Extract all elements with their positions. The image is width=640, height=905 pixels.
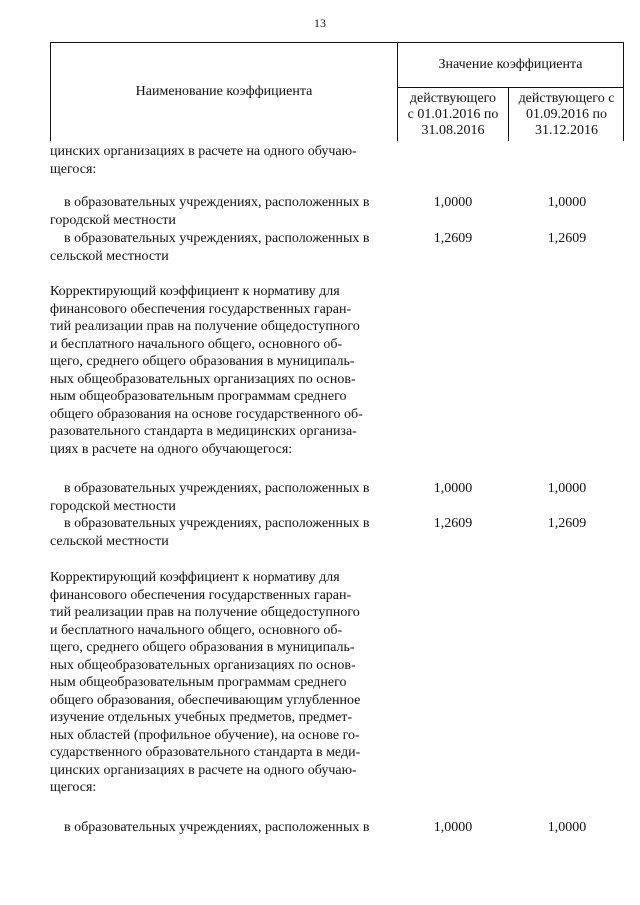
value-period-2: 1,2609 xyxy=(547,516,587,531)
text-line: щегося: xyxy=(50,161,97,177)
text-line: общего образования на основе государственного об- xyxy=(50,406,363,422)
text-line: сельской местности xyxy=(50,248,169,264)
header-period-2-line: действующего с xyxy=(518,91,615,106)
text-line: цинских организациях в расчете на одного обучаю- xyxy=(50,762,357,778)
coefficient-name xyxy=(50,230,395,265)
value-period-1: 1,2609 xyxy=(433,231,473,246)
value-period-2: 1,0000 xyxy=(547,195,587,210)
text-line: в образовательных учреждениях, расположенных в xyxy=(64,481,370,496)
header-value-title: Значение коэффициента xyxy=(398,43,623,88)
text-line: щегося: xyxy=(50,780,97,795)
text-line: тий реализации прав на получение общедоступного xyxy=(50,319,360,334)
text-line: тий реализации прав на получение общедоступного xyxy=(50,605,360,620)
value-period-2: 1,0000 xyxy=(547,820,587,835)
text-line: ным общеобразовательным программам среднего xyxy=(50,675,347,690)
text-line: Корректирующий коэффициент к нормативу для xyxy=(50,570,340,585)
text-line: ным общеобразовательным программам среднего xyxy=(50,389,347,404)
header-period-1-line: 31.08.2016 xyxy=(421,123,485,138)
text-line: в образовательных учреждениях, расположенных в xyxy=(64,195,370,210)
header-name-column: Наименование коэффициента xyxy=(51,43,398,141)
coefficient-name xyxy=(50,143,395,178)
text-line: изучение отдельных учебных предметов, предмет- xyxy=(50,710,353,725)
value-period-2: 1,0000 xyxy=(547,481,587,496)
header-period-1 xyxy=(398,88,509,141)
text-line: городской местности xyxy=(50,212,176,228)
value-period-1: 1,0000 xyxy=(433,820,473,835)
header-period-1-line: действующего xyxy=(409,91,497,106)
coefficient-name xyxy=(50,480,395,515)
value-period-1: 1,0000 xyxy=(433,195,473,210)
text-line: щего, среднего общего образования в муниципаль- xyxy=(50,640,355,655)
value-period-2: 1,2609 xyxy=(547,231,587,246)
coefficient-name xyxy=(50,515,395,550)
value-period-1: 1,2609 xyxy=(433,516,473,531)
text-line: щего, среднего общего образования в муниципаль- xyxy=(50,354,355,369)
header-period-2-line: 31.12.2016 xyxy=(535,123,598,138)
text-line: ных областей (профильное обучение), на основе го- xyxy=(50,727,360,743)
coefficient-name xyxy=(50,194,395,229)
text-line: цинских организациях в расчете на одного обучаю- xyxy=(50,144,357,159)
text-line: ных общеобразовательных организациях по основ- xyxy=(50,371,356,387)
text-line: финансового обеспечения государственных гаран- xyxy=(50,587,352,603)
value-period-1: 1,0000 xyxy=(433,481,473,496)
text-line: ных общеобразовательных организациях по основ- xyxy=(50,657,356,673)
text-line: городской местности xyxy=(50,498,176,514)
text-line: общего образования, обеспечивающим углубленное xyxy=(50,692,361,708)
text-line: Корректирующий коэффициент к нормативу для xyxy=(50,284,340,299)
header-period-2 xyxy=(510,88,623,141)
coefficient-name xyxy=(50,819,395,837)
text-line: финансового обеспечения государственных гаран- xyxy=(50,301,352,317)
table-header xyxy=(50,42,624,141)
text-line: сударственного образовательного стандарта в меди- xyxy=(50,745,361,760)
coefficient-name xyxy=(50,283,395,458)
text-line: циях в расчете на одного обучающегося: xyxy=(50,441,293,457)
text-line: сельской местности xyxy=(50,533,169,549)
header-period-1-line: с 01.01.2016 по xyxy=(407,107,499,122)
text-line: и бесплатного начального общего, основного об- xyxy=(50,336,343,352)
text-line: в образовательных учреждениях, расположенных в xyxy=(64,231,370,246)
coefficient-name xyxy=(50,569,395,797)
text-line: разовательного стандарта в медицинских организа- xyxy=(50,424,357,439)
header-period-2-line: 01.09.2016 по xyxy=(526,107,607,122)
text-line: в образовательных учреждениях, расположенных в xyxy=(64,820,370,835)
text-line: и бесплатного начального общего, основного об- xyxy=(50,622,343,638)
text-line: в образовательных учреждениях, расположенных в xyxy=(64,516,370,531)
page-number: 13 xyxy=(314,16,326,30)
